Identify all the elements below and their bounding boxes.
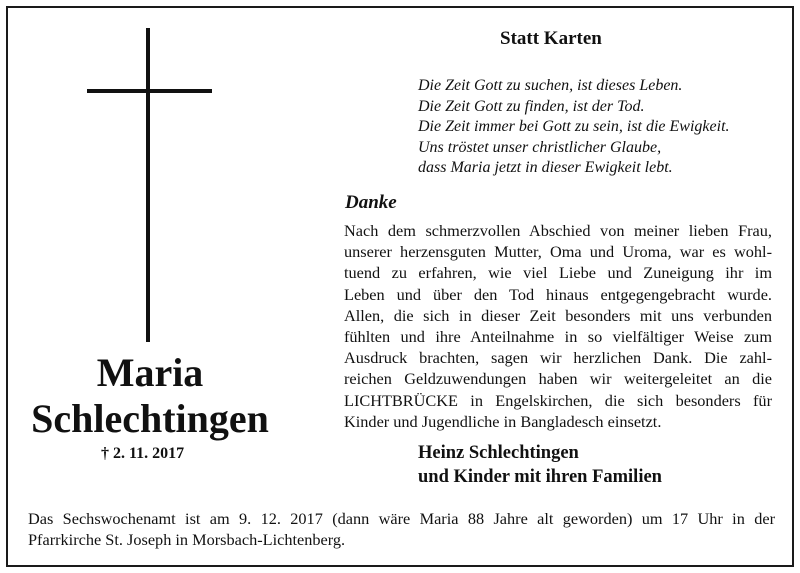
poem: [418, 76, 730, 179]
thanks-line: tuend zu erfahren, wie viel Liebe und Zuneigung ihr im: [344, 263, 772, 283]
mass-announcement-line-2: Pfarrkirche St. Joseph in Morsbach-Lichtenberg.: [28, 530, 346, 549]
signature-line-1: Heinz Schlechtingen: [418, 443, 579, 463]
poem-line: dass Maria jetzt in dieser Ewigkeit lebt.: [418, 159, 673, 176]
cross-horizontal-bar: [87, 89, 212, 93]
deceased-first-name: Maria: [96, 350, 204, 395]
thanks-line: Nach dem schmerzvollen Abschied von meiner lieben Frau,: [344, 221, 772, 240]
statt-karten-heading: Statt Karten: [500, 28, 602, 49]
thanks-line: Allen, die sich in dieser Zeit besonders mit uns verbunden: [344, 305, 772, 325]
thanks-line: LICHTBRÜCKE in Engelskirchen, die sich besonders für: [344, 390, 772, 410]
poem-line: Die Zeit immer bei Gott zu sein, ist die Ewigkeit.: [418, 118, 730, 135]
deceased-last-name: Schlechtingen: [31, 396, 269, 441]
thanks-line: fühlten und ihre Anteilnahme in so vielfältiger Weise zum: [344, 327, 772, 347]
thanks-line: Kinder und Jugendliche in Bangladesch einsetzt.: [344, 411, 662, 431]
mass-announcement-line-1: Das Sechswochenamt ist am 9. 12. 2017 (dann wäre Maria 88 Jahre alt geworden) um 17 Uhr in der: [28, 509, 775, 528]
thanks-line: Ausdruck brachten, sagen wir herzlichen Dank. Die zahl-: [344, 348, 772, 368]
poem-line: Die Zeit Gott zu suchen, ist dieses Leben.: [418, 77, 683, 94]
poem-line: Die Zeit Gott zu finden, ist der Tod.: [418, 97, 645, 115]
thanks-heading: Danke: [345, 192, 397, 213]
thanks-line: Leben und über den Tod hinaus entgegengebracht wurde.: [344, 284, 772, 304]
poem-line: Uns tröstet unser christlicher Glaube,: [418, 138, 662, 156]
death-date: † 2. 11. 2017: [101, 445, 185, 462]
thanks-line: reichen Geldzuwendungen haben wir weitergeleitet an die: [344, 369, 772, 389]
thanks-text: [344, 220, 772, 432]
signature-line-2: und Kinder mit ihren Familien: [418, 467, 662, 487]
signature: [418, 441, 662, 489]
cross-vertical-bar: [146, 28, 150, 342]
thanks-line: unserer herzensguten Mutter, Oma und Uroma, war es wohl-: [344, 242, 772, 262]
mass-announcement: [28, 508, 775, 550]
